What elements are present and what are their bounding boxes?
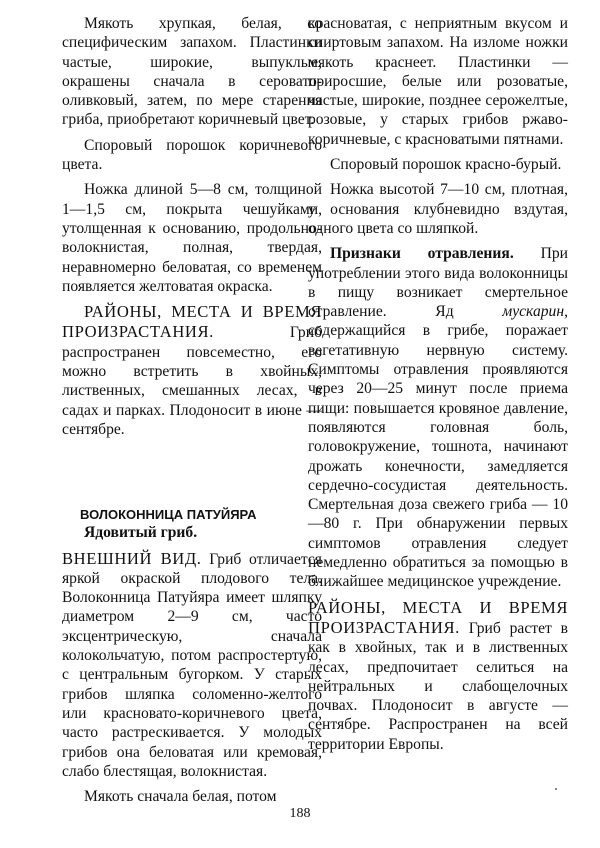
section-heading: ВОЛОКОННИЦА ПАТУЙЯРА bbox=[80, 507, 257, 523]
appearance-paragraph bbox=[62, 549, 322, 782]
left-paragraph-flesh: Мякоть хрупкая, белая, со специфическим запахом. Пластинки частые, широкие, выпуклые, окрашены сначала в серовато-оливковый, затем, по мере старения гриба, приобретают коричневый цвет. bbox=[62, 15, 322, 129]
poison-name: мускарин bbox=[502, 303, 565, 321]
appearance-text: Гриб отличается яркой окраской плодового тела. Волоконница Патуйяра имеет шляпку диаметром 2—9 см, часто эксцентрическую, сначала колокольчатую, потом распростертую, с центральным бугорком. У старых грибов шляпка соломенно-желтого или красновато-коричневого цвета, часто растрескивается. У молодых грибов она беловатая или кремовая, слабо блестящая, волокнистая. bbox=[62, 550, 322, 780]
habitat-text: Гриб распространен повсеместно, его можно встретить в хвойных, лиственных, смешанных лесах, в садах и парках. Плодоносит в июне — сентябре. bbox=[62, 324, 322, 438]
left-column bbox=[62, 14, 322, 812]
poisoning-paragraph bbox=[308, 244, 568, 591]
right-paragraph-spore: Споровый порошок красно-бурый. bbox=[330, 156, 562, 174]
right-paragraph-habitat bbox=[308, 598, 568, 754]
appearance-caps-label: ВНЕШНИЙ ВИД. bbox=[62, 548, 202, 568]
poisoning-text-a: При употреблении этого вида волоконницы в пищу возникает смертельное отравление. Яд bbox=[308, 245, 568, 321]
right-habitat-caps-label: РАЙОНЫ, МЕСТА И ВРЕМЯ ПРОИЗРАСТАНИЯ. bbox=[308, 597, 568, 637]
left-paragraph-flesh-continued: Мякоть сначала белая, потом bbox=[84, 788, 277, 806]
poison-subheading: Ядовитый гриб. bbox=[84, 524, 198, 542]
poisoning-label: Признаки отравления. bbox=[330, 245, 514, 263]
poisoning-text-b: , содержащийся в грибе, поражает вегетативную нервную систему. Симптомы отравления проявляются через 20—25 минут после приема пищи: повышается кровяное давление, появляются головная боль, головокружение, тошнота, начинают дрожать конечности, замедляется сердечно-сосудистая деятельность. Смертельная доза свежего гриба — 10—80 г. При обнаружении первых симптомов отравления следует немедленно обратиться за помощью в ближайшее медицинское учреждение. bbox=[308, 303, 568, 591]
left-paragraph-stem: Ножка длиной 5—8 см, толщиной 1—1,5 см, покрыта чешуйками, утолщенная к основанию, продольно-волокнистая, полная, твердая, неравномерно беловатая, со временем появляется желтоватая окраска. bbox=[62, 181, 322, 295]
right-paragraph-stem: Ножка высотой 7—10 см, плотная, у основания клубневидно вздутая, одного цвета со шляпкой. bbox=[308, 181, 568, 237]
right-paragraph-flesh-cont: красноватая, с неприятным вкусом и спиртовым запахом. На изломе ножки мякоть краснеет. Пластинки — приросшие, белые или розоватые, частые, широкие, позднее серожелтые, розовые, у старых грибов ржаво-коричневые, с красноватыми пятнами. bbox=[308, 15, 568, 148]
print-speck bbox=[555, 788, 557, 790]
left-paragraph-spore: Споровый порошок коричневого цвета. bbox=[62, 136, 322, 174]
page-number: 188 bbox=[289, 806, 311, 821]
right-habitat-text: Гриб растет в как в хвойных, так и в лиственных лесах, предпочитает селиться на нейтральных и слабощелочных почвах. Плодоносит в августе — сентябре. Распространен на всей территории Европы. bbox=[308, 619, 568, 753]
habitat-caps-label: РАЙОНЫ, МЕСТА И ВРЕМЯ ПРОИЗРАСТАНИЯ. bbox=[62, 302, 322, 342]
right-column bbox=[308, 14, 568, 760]
left-paragraph-habitat bbox=[62, 302, 322, 439]
